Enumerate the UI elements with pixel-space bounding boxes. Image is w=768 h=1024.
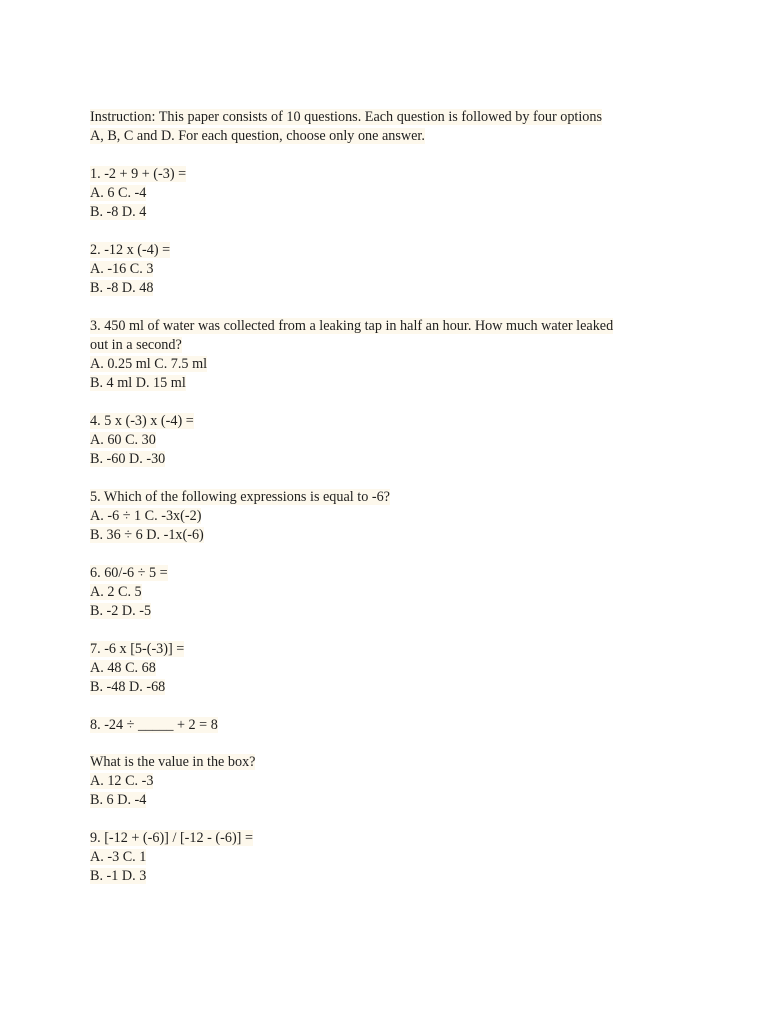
options-line <box>90 602 690 621</box>
options-text: A. 60 C. 30 <box>90 432 156 448</box>
options-line <box>90 184 690 203</box>
question-stem-text: 1. -2 + 9 + (-3) = <box>90 166 187 182</box>
options-line <box>90 355 690 374</box>
options-line <box>90 583 690 602</box>
options-text: B. -1 D. 3 <box>90 868 147 884</box>
question-9 <box>90 829 690 886</box>
options-text: B. -2 D. -5 <box>90 603 152 619</box>
question-stem <box>90 336 690 355</box>
options-line <box>90 260 690 279</box>
instruction-block <box>90 108 690 146</box>
instruction-text: Instruction: This paper consists of 10 questions. Each question is followed by four options <box>90 109 603 125</box>
question-stem-text: 5. Which of the following expressions is equal to -6? <box>90 489 390 505</box>
options-text: A. 0.25 ml C. 7.5 ml <box>90 356 208 372</box>
question-stem <box>90 165 690 184</box>
options-line <box>90 867 690 886</box>
question-2 <box>90 241 690 298</box>
question-stem-text: 4. 5 x (-3) x (-4) = <box>90 413 194 429</box>
options-text: B. -60 D. -30 <box>90 451 166 467</box>
question-3 <box>90 317 690 393</box>
question-stem <box>90 564 690 583</box>
question-stem-text: 9. [-12 + (-6)] / [-12 - (-6)] = <box>90 830 253 846</box>
question-1 <box>90 165 690 222</box>
options-line <box>90 374 690 393</box>
instruction-line <box>90 127 690 146</box>
options-line <box>90 450 690 469</box>
instruction-text: A, B, C and D. For each question, choose only one answer. <box>90 128 425 144</box>
options-text: A. -3 C. 1 <box>90 849 147 865</box>
options-line <box>90 203 690 222</box>
options-text: B. -8 D. 48 <box>90 280 154 296</box>
question-8 <box>90 716 690 735</box>
question-stem <box>90 317 690 336</box>
sub-question-line <box>90 753 690 772</box>
question-stem <box>90 241 690 260</box>
question-stem <box>90 412 690 431</box>
options-text: A. 12 C. -3 <box>90 773 154 789</box>
question-stem <box>90 488 690 507</box>
options-text: A. 2 C. 5 <box>90 584 142 600</box>
options-text: B. -48 D. -68 <box>90 679 166 695</box>
question-6 <box>90 564 690 621</box>
question-stem <box>90 716 690 735</box>
options-line <box>90 279 690 298</box>
options-line <box>90 659 690 678</box>
options-line <box>90 431 690 450</box>
question-7 <box>90 640 690 697</box>
options-line <box>90 848 690 867</box>
question-stem-text: 7. -6 x [5-(-3)] = <box>90 641 185 657</box>
question-8-continuation <box>90 753 690 810</box>
options-text: B. 36 ÷ 6 D. -1x(-6) <box>90 527 204 543</box>
question-stem-text: 2. -12 x (-4) = <box>90 242 171 258</box>
options-line <box>90 507 690 526</box>
options-line <box>90 526 690 545</box>
question-paper <box>90 108 690 905</box>
question-stem <box>90 829 690 848</box>
question-5 <box>90 488 690 545</box>
options-line <box>90 772 690 791</box>
options-text: B. -8 D. 4 <box>90 204 147 220</box>
options-line <box>90 678 690 697</box>
question-4 <box>90 412 690 469</box>
question-stem-text: 8. -24 ÷ _____ + 2 = 8 <box>90 717 218 733</box>
question-stem <box>90 640 690 659</box>
question-stem-text: 6. 60/-6 ÷ 5 = <box>90 565 168 581</box>
question-stem-text: out in a second? <box>90 337 182 353</box>
options-text: A. 48 C. 68 <box>90 660 156 676</box>
options-text: A. -6 ÷ 1 C. -3x(-2) <box>90 508 202 524</box>
question-stem-text: 3. 450 ml of water was collected from a leaking tap in half an hour. How much water leaked <box>90 318 614 334</box>
options-text: B. 6 D. -4 <box>90 792 147 808</box>
options-text: A. 6 C. -4 <box>90 185 147 201</box>
options-text: B. 4 ml D. 15 ml <box>90 375 186 391</box>
options-line <box>90 791 690 810</box>
instruction-line <box>90 108 690 127</box>
sub-question-text: What is the value in the box? <box>90 754 256 770</box>
options-text: A. -16 C. 3 <box>90 261 154 277</box>
